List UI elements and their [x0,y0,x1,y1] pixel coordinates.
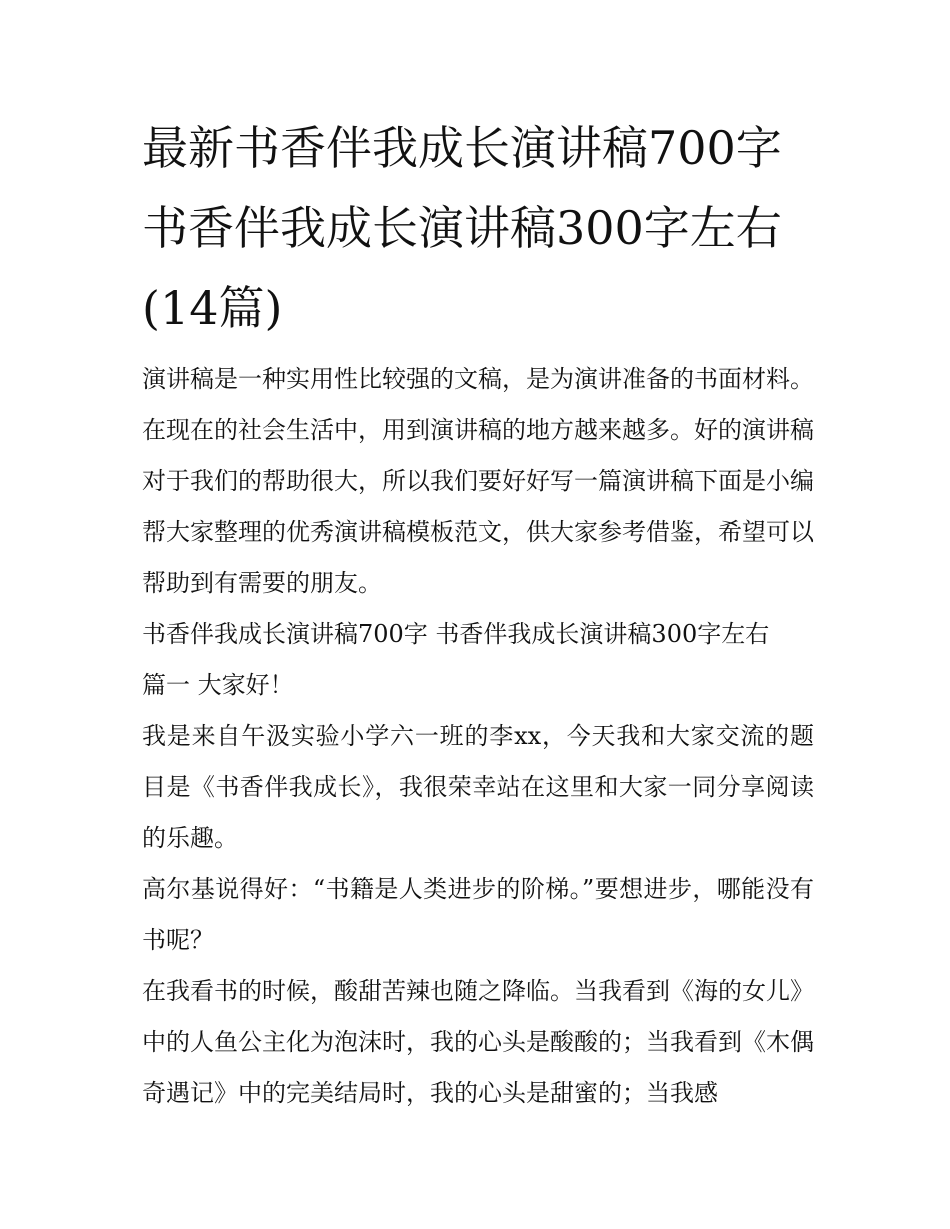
document-body [142,108,814,1119]
body-paragraph: 高尔基说得好：“书籍是人类进步的阶梯。”要想进步，哪能没有书呢？ [142,875,814,954]
body-paragraph: 我是来自午汲实验小学六一班的李xx，今天我和大家交流的题目是《书香伴我成长》，我很荣幸站在这里和大家一同分享阅读的乐趣。 [142,722,814,852]
greeting-paragraph: 篇一 大家好！ [142,671,294,699]
intro-paragraph: 演讲稿是一种实用性比较强的文稿，是为演讲准备的书面材料。在现在的社会生活中，用到演讲稿的地方越来越多。好的演讲稿对于我们的帮助很大，所以我们要好好写一篇演讲稿下面是小编帮大家整理的优秀演讲稿模板范文，供大家参考借鉴，希望可以帮助到有需要的朋友。 [142,365,814,597]
document-title: 最新书香伴我成长演讲稿700字 书香伴我成长演讲稿300字左右(14篇) [142,121,782,335]
subheading-paragraph: 书香伴我成长演讲稿700字 书香伴我成长演讲稿300字左右 [142,620,770,648]
body-paragraph: 在我看书的时候，酸甜苦辣也随之降临。当我看到《海的女儿》中的人鱼公主化为泡沫时，我的心头是酸酸的；当我看到《木偶奇遇记》中的完美结局时，我的心头是甜蜜的；当我感 [142,977,814,1107]
